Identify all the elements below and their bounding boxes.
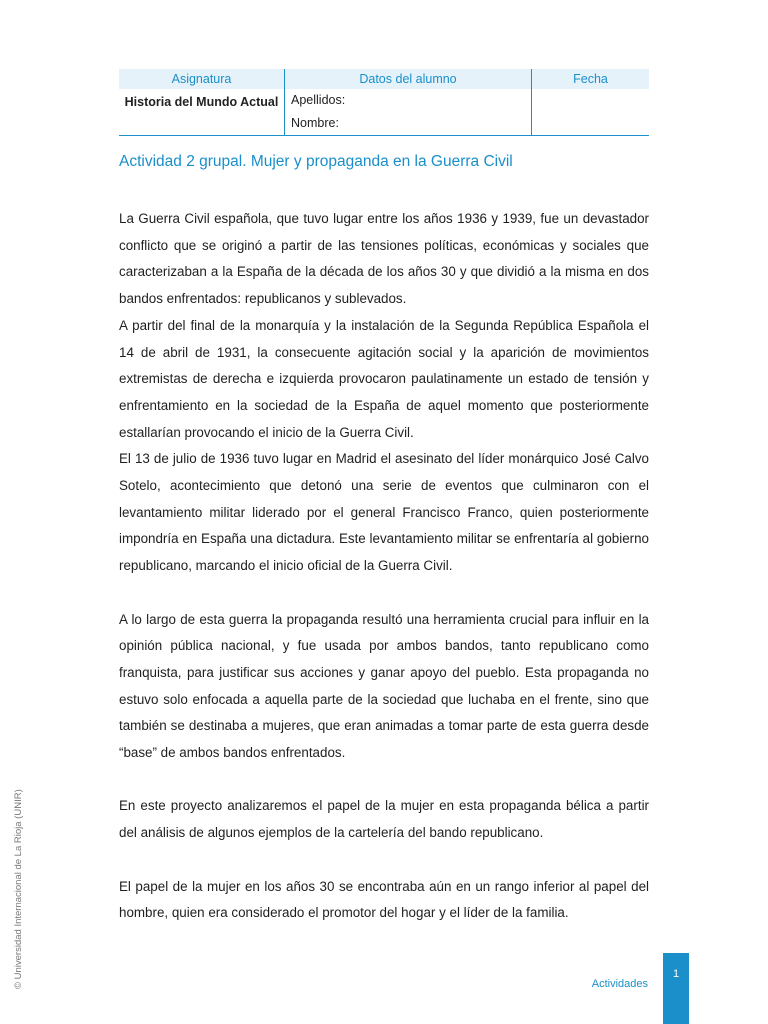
body-text — [119, 206, 649, 927]
paragraph: En este proyecto analizaremos el papel de la mujer en esta propaganda bélica a partir del análisis de algunos ejemplos de la cartelería del bando republicano. — [119, 798, 649, 841]
name-label: Nombre: — [291, 116, 339, 130]
header-col-date: Fecha — [532, 69, 650, 89]
header-table — [119, 69, 649, 136]
copyright-notice: © Universidad Internacional de La Rioja (UNIR) — [13, 789, 24, 989]
date-value — [532, 89, 650, 136]
surname-label: Apellidos: — [291, 93, 346, 107]
student-data — [285, 89, 532, 136]
paragraph: A partir del final de la monarquía y la instalación de la Segunda República Española el 14 de abril de 1931, la consecuente agitación social y la aparición de movimientos extremistas de derecha e izquierda provocaron paulatinamente un estado de tensión y enfrentamiento en la sociedad de la España de aquel momento que posteriormente estallarían provocando el inicio de la Guerra Civil. — [119, 317, 649, 440]
paragraph: El papel de la mujer en los años 30 se encontraba aún en un rango inferior al papel del hombre, quien era considerado el promotor del hogar y el líder de la familia. — [119, 878, 649, 921]
paragraph: A lo largo de esta guerra la propaganda resultó una herramienta crucial para influir en la opinión pública nacional, y fue usada por ambos bandos, tanto republicano como franquista, para justificar sus acciones y ganar apoyo del pueblo. Esta propaganda no estuvo solo enfocada a aquella parte de la sociedad que luchaba en el frente, sino que también se destinaba a mujeres, que eran animadas a tomar parte de esta guerra desde “base” de ambos bandos enfrentados. — [119, 611, 649, 761]
paragraph: La Guerra Civil española, que tuvo lugar entre los años 1936 y 1939, fue un devastador conflicto que se originó a partir de las tensiones políticas, económicas y sociales que caracterizaban a la España de la década de los años 30 y que dividió a la misma en dos bandos enfrentados: republicanos y sublevados. — [119, 211, 649, 307]
header-col-subject: Asignatura — [119, 69, 285, 89]
footer-label: Actividades — [591, 978, 648, 990]
paragraph: El 13 de julio de 1936 tuvo lugar en Madrid el asesinato del líder monárquico José Calvo Sotelo, acontecimiento que detonó una serie de eventos que culminaron con el levantamiento militar liderado por el general Francisco Franco, quien posteriormente impondría en España una dictadura. Este levantamiento militar se enfrentaría al gobierno republicano, marcando el inicio oficial de la Guerra Civil. — [119, 451, 649, 574]
header-col-student: Datos del alumno — [285, 69, 532, 89]
page-number: 1 — [672, 968, 680, 980]
page-number-tab — [663, 953, 689, 1024]
activity-title: Actividad 2 grupal. Mujer y propaganda en la Guerra Civil — [119, 153, 513, 170]
subject-value: Historia del Mundo Actual — [119, 89, 285, 136]
